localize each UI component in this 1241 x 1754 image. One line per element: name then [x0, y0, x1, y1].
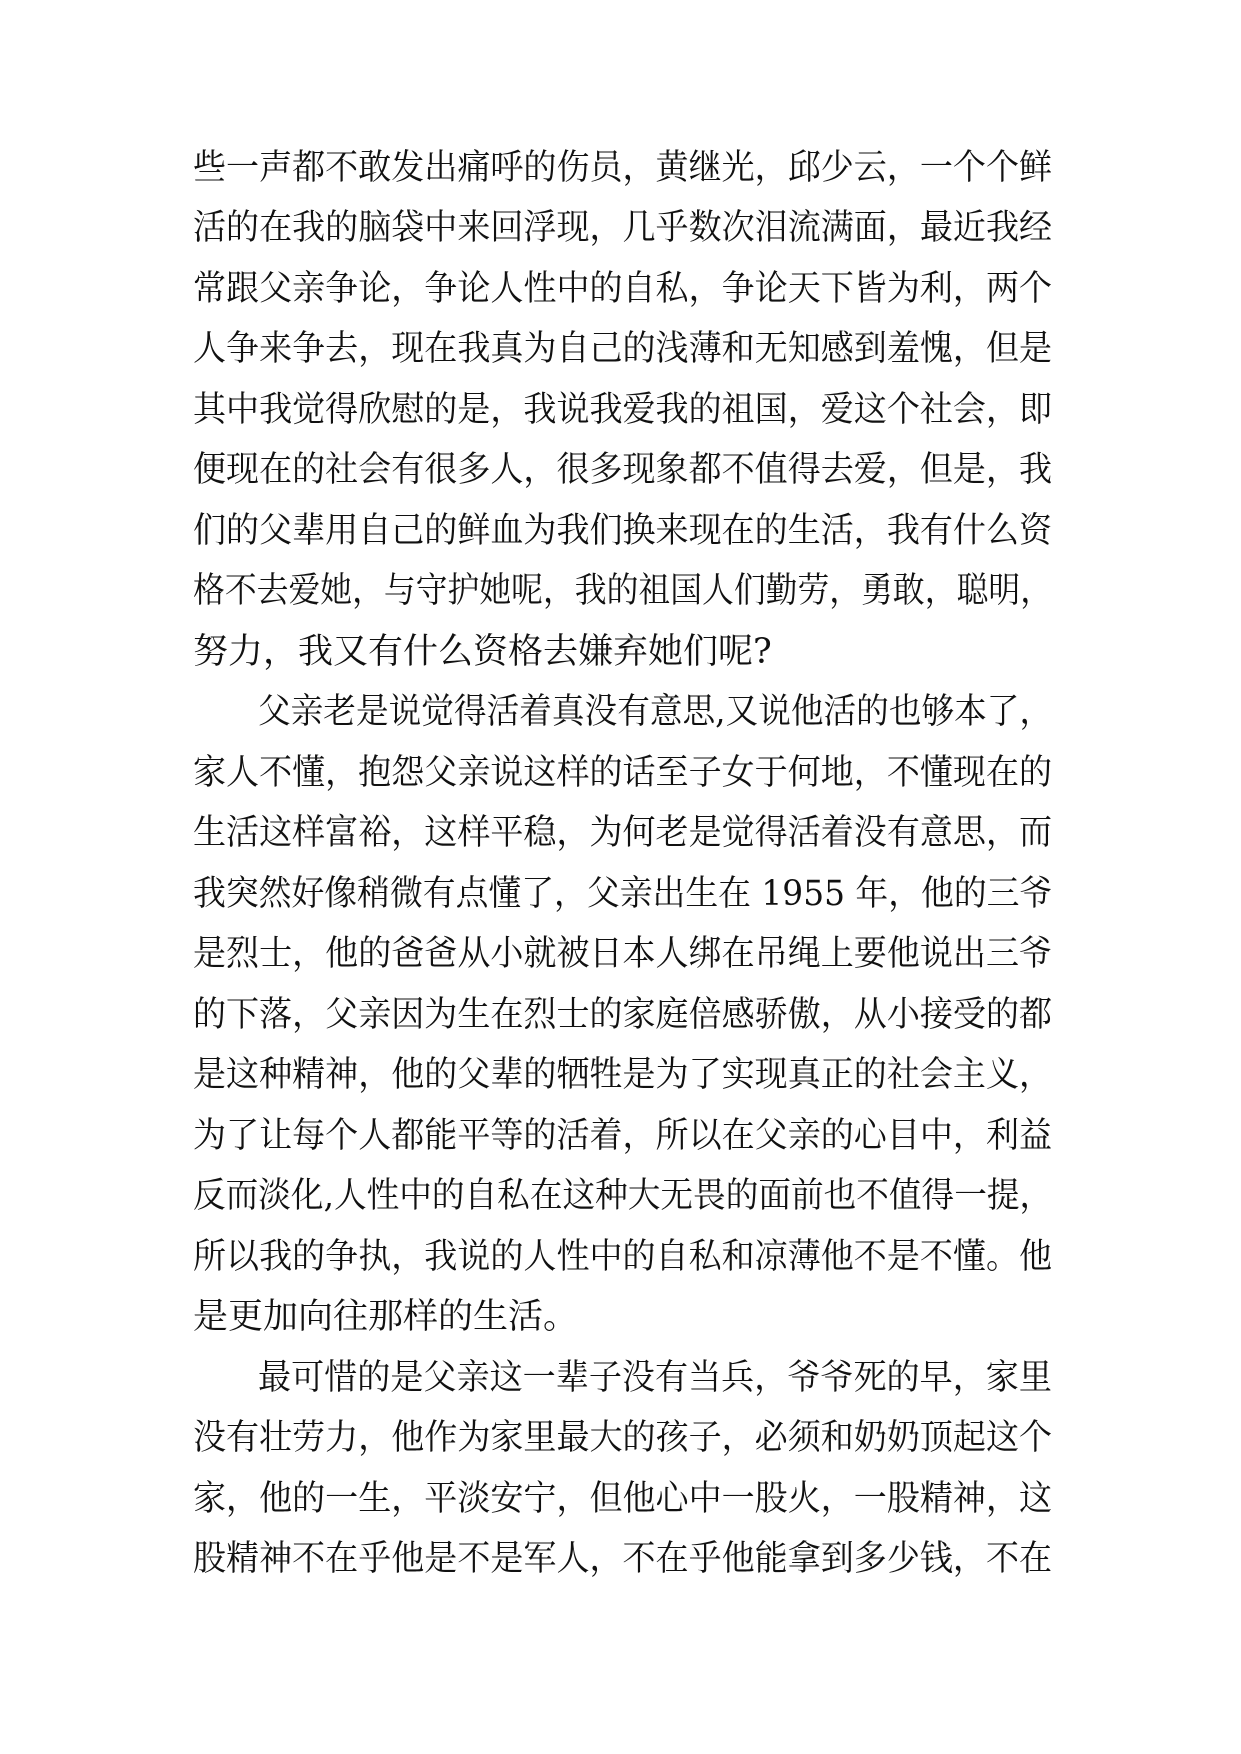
text-line: 其中我觉得欣慰的是，我说我爱我的祖国，爱这个社会，即	[193, 390, 1053, 430]
text-line: 的下落，父亲因为生在烈士的家庭倍感骄傲，从小接受的都	[193, 995, 1053, 1035]
paragraph-first-line: 最可惜的是父亲这一辈子没有当兵，爷爷死的早，家里	[258, 1358, 1052, 1398]
text-line: 活的在我的脑袋中来回浮现，几乎数次泪流满面，最近我经	[193, 208, 1053, 248]
text-line: 没有壮劳力，他作为家里最大的孩子，必须和奶奶顶起这个	[193, 1418, 1053, 1458]
text-line: 反而淡化,人性中的自私在这种大无畏的面前也不值得一提，	[193, 1176, 1053, 1216]
text-line: 股精神不在乎他是不是军人，不在乎他能拿到多少钱，不在	[193, 1539, 1053, 1579]
paragraph-first-line: 父亲老是说觉得活着真没有意思,又说他活的也够本了，	[258, 692, 1053, 732]
text-line: 常跟父亲争论，争论人性中的自私，争论天下皆为利，两个	[193, 269, 1053, 309]
text-line: 些一声都不敢发出痛呼的伤员，黄继光，邱少云，一个个鲜	[193, 148, 1053, 188]
text-line: 生活这样富裕，这样平稳，为何老是觉得活着没有意思，而	[193, 813, 1053, 853]
text-line: 家，他的一生，平淡安宁，但他心中一股火，一股精神，这	[193, 1479, 1053, 1519]
text-line: 是更加向往那样的生活。	[193, 1297, 579, 1337]
text-line: 我突然好像稍微有点懂了，父亲出生在 1955 年，他的三爷	[193, 874, 1053, 914]
text-line: 们的父辈用自己的鲜血为我们换来现在的生活，我有什么资	[193, 511, 1053, 551]
text-line: 努力，我又有什么资格去嫌弃她们呢?	[193, 632, 772, 672]
text-line: 格不去爱她，与守护她呢，我的祖国人们勤劳，勇敢，聪明，	[193, 571, 1053, 611]
text-line: 为了让每个人都能平等的活着，所以在父亲的心目中，利益	[193, 1116, 1053, 1156]
text-line: 人争来争去，现在我真为自己的浅薄和无知感到羞愧，但是	[193, 329, 1053, 369]
text-line: 所以我的争执，我说的人性中的自私和凉薄他不是不懂。他	[193, 1237, 1053, 1277]
text-line: 便现在的社会有很多人，很多现象都不值得去爱，但是，我	[193, 450, 1053, 490]
text-line: 家人不懂，抱怨父亲说这样的话至子女于何地，不懂现在的	[193, 753, 1053, 793]
text-line: 是烈士，他的爸爸从小就被日本人绑在吊绳上要他说出三爷	[193, 934, 1053, 974]
text-line: 是这种精神，他的父辈的牺牲是为了实现真正的社会主义，	[193, 1055, 1053, 1095]
